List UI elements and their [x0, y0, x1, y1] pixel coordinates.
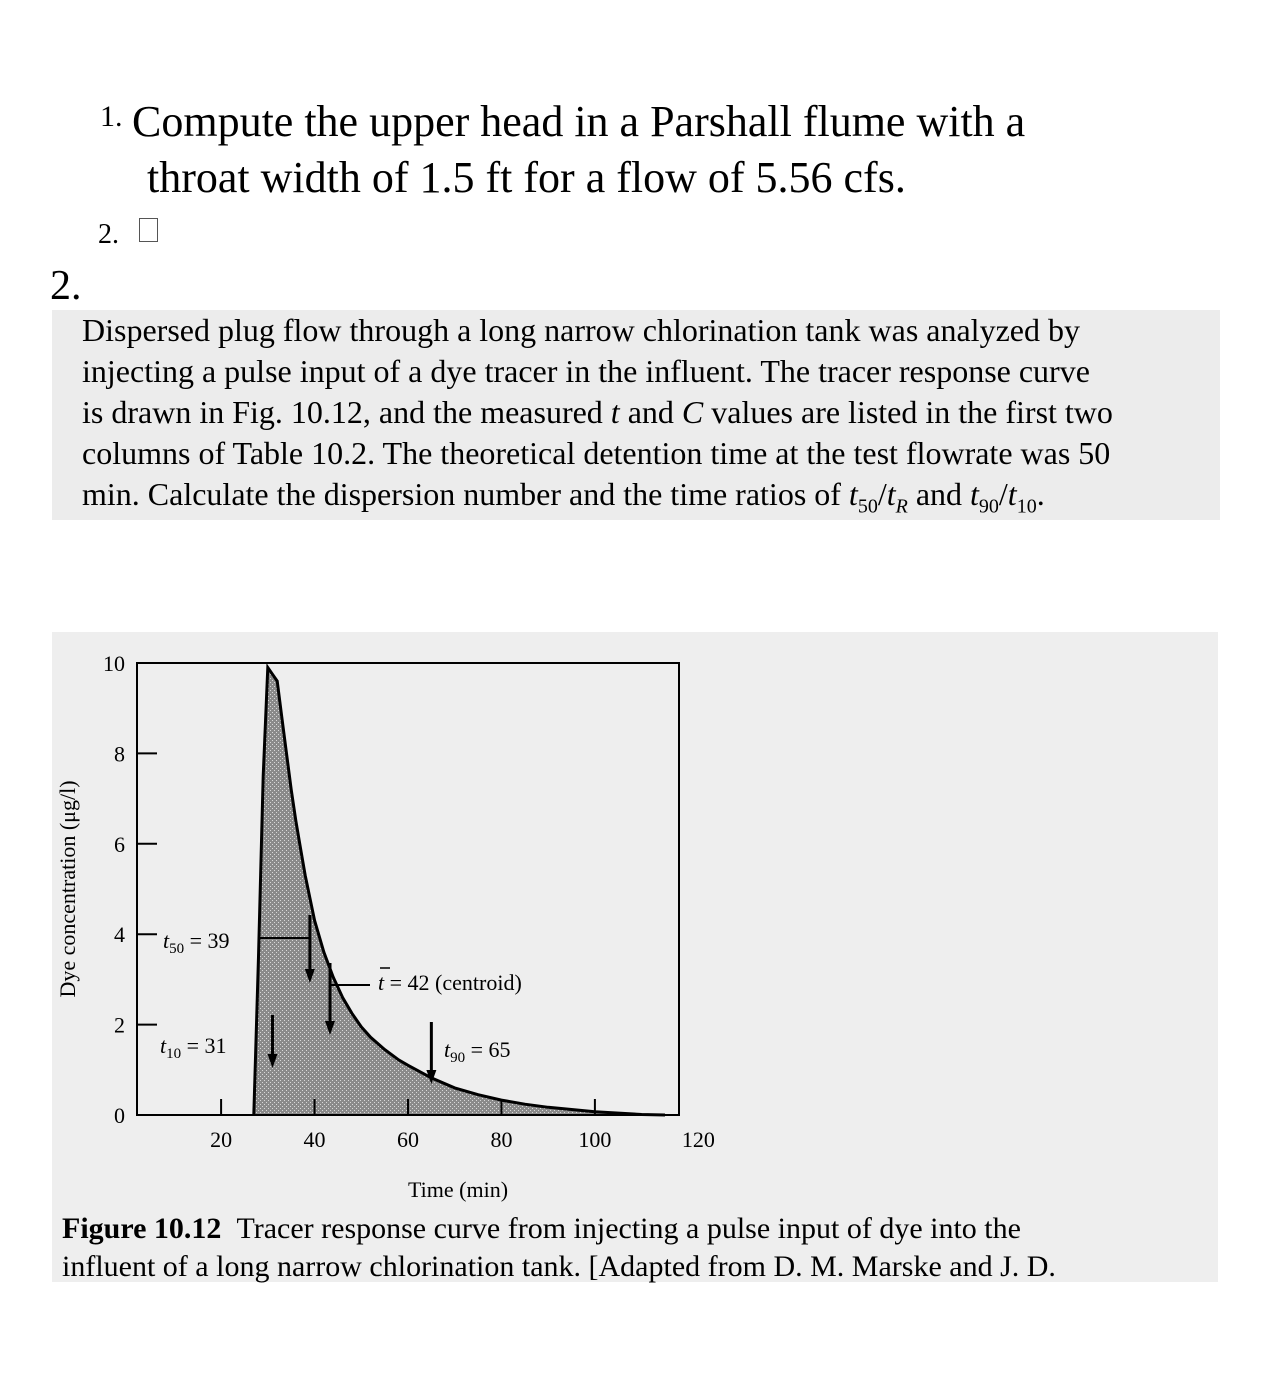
t50-label: $t_{50} = 39$	[163, 928, 230, 957]
x-tick-label: 40	[303, 1127, 326, 1152]
x-tick-label: 100	[578, 1127, 612, 1152]
caption-text-1: Tracer response curve from injecting a pulse input of dye into the	[236, 1212, 1021, 1245]
question-1-text-line-1: Compute the upper head in a Parshall flume with a	[132, 97, 1026, 146]
period: .	[1036, 476, 1045, 512]
y-tick-label: 0	[114, 1103, 125, 1128]
y-tick-label: 2	[114, 1012, 125, 1038]
and-word: and	[907, 476, 971, 512]
sub-10: 10	[1016, 495, 1037, 518]
problem-line-3-a: is drawn in Fig. 10.12, and the measured	[82, 394, 611, 430]
problem-line-5-a: min. Calculate the dispersion number and the time ratios of	[82, 476, 849, 512]
y-tick-label: 4	[114, 922, 125, 948]
slash-2: /	[998, 476, 1008, 512]
question-1-number: 1.	[100, 100, 123, 133]
ratio-tr: t	[886, 476, 896, 512]
x-tick-label: 80	[490, 1127, 513, 1152]
question-1-text-line-2: throat width of 1.5 ft for a flow of 5.56 cfs.	[147, 153, 906, 202]
question-2-heading-number: 2.	[50, 263, 82, 309]
x-tick-label: 20	[210, 1127, 233, 1152]
t90-label: $t_{90} = 65$	[444, 1037, 511, 1066]
y-axis-label: Dye concentration (μg/l)	[55, 780, 80, 998]
ratio-t50: t	[848, 476, 858, 512]
slash-1: /	[877, 476, 887, 512]
ratio-t10: t	[1007, 476, 1017, 512]
problem-line-3-b: and	[619, 394, 682, 430]
caption-line-2: influent of a long narrow chlorination tank. [Adapted from D. M. Marske and J. D.	[62, 1250, 1056, 1283]
t10-label: $t_{10} = 31$	[160, 1033, 227, 1062]
sub-r: R	[895, 495, 908, 518]
x-axis-label: Time (min)	[407, 1177, 509, 1202]
centroid-label: t = 42 (centroid)	[378, 970, 522, 995]
problem-line-2: injecting a pulse input of a dye tracer in the influent. The tracer response curve	[82, 353, 1090, 389]
y-tick-label: 6	[114, 831, 125, 857]
response-area	[254, 668, 665, 1116]
problem-line-1: Dispersed plug flow through a long narrow chlorination tank was analyzed by	[82, 312, 1080, 348]
variable-t: t	[610, 394, 620, 430]
x-tick-label: 60	[397, 1127, 419, 1152]
problem-line-3-d: values are listed in the first two	[703, 394, 1113, 430]
y-tick-label: 8	[114, 741, 125, 767]
x-tick-label: 120	[681, 1127, 715, 1152]
problem-line-4: columns of Table 10.2. The theoretical detention time at the test flowrate was 50	[82, 435, 1111, 471]
sub-50: 50	[857, 495, 878, 518]
ratio-t90: t	[970, 476, 979, 512]
variable-c: C	[681, 394, 704, 430]
caption-line-1	[62, 1210, 1218, 1248]
sub-90: 90	[978, 495, 999, 518]
figure-label: Figure 10.12	[62, 1212, 222, 1245]
figure-caption	[62, 1210, 1218, 1286]
y-tick-label: 10	[103, 651, 125, 676]
question-2-number: 2.	[98, 219, 119, 250]
